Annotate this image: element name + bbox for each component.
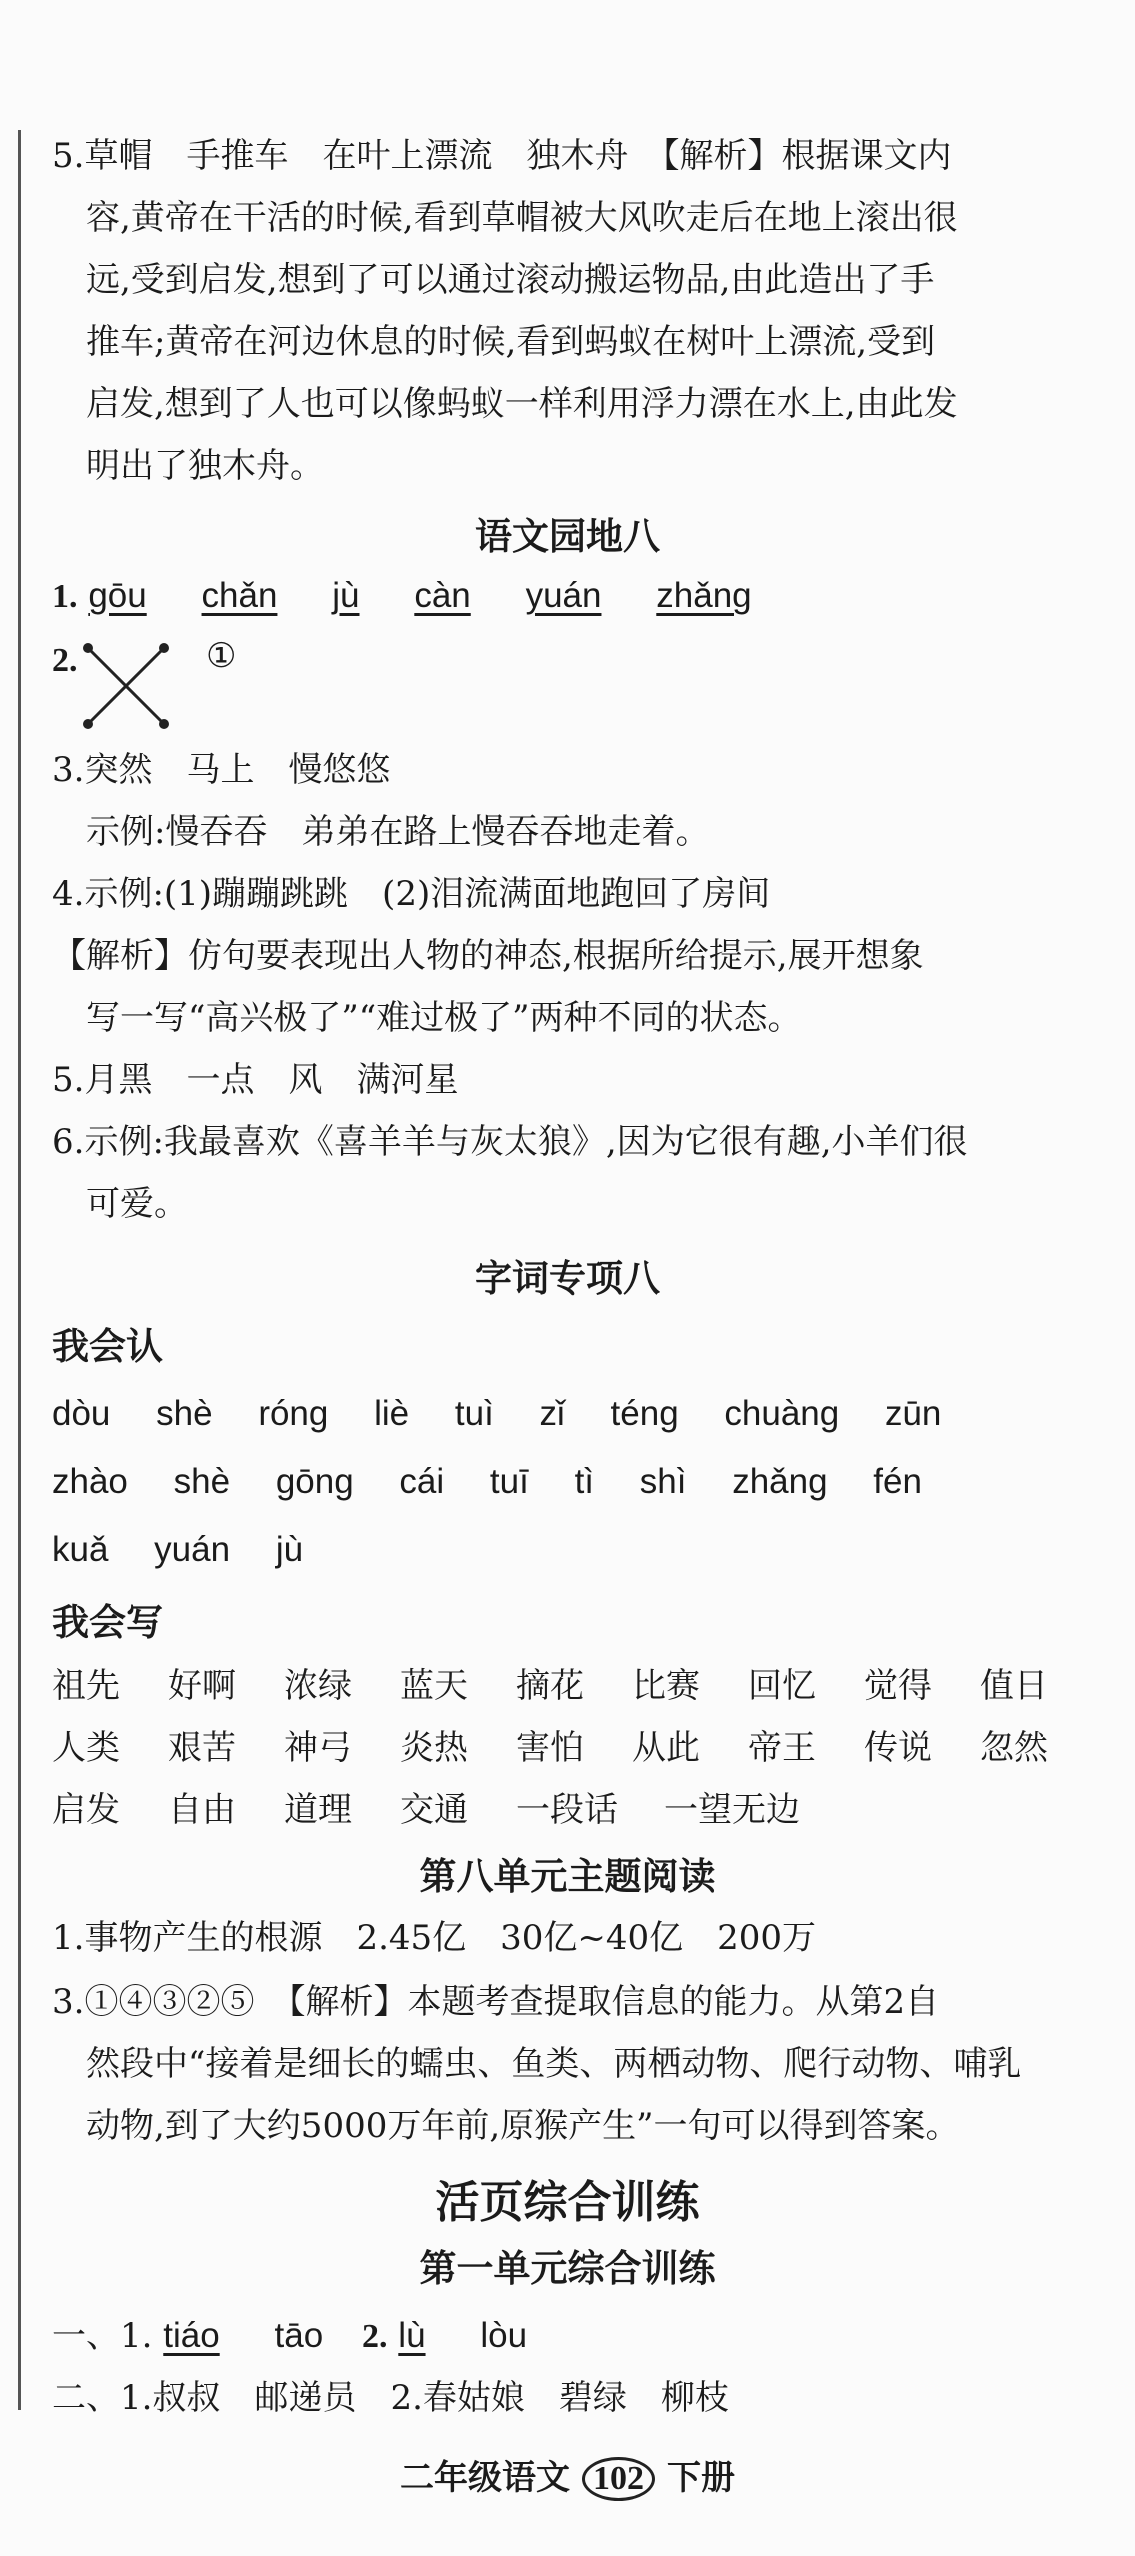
section-title: 字词专项八 — [475, 1257, 660, 1300]
question-number: 1. — [52, 578, 78, 615]
pinyin: yuán — [525, 576, 602, 615]
question-number: 一、1. — [52, 2316, 153, 2356]
text-line: 3.①④③②⑤ 【解析】本题考查提取信息的能力。从第2自 — [52, 1982, 940, 2022]
word: 祖先 — [52, 1666, 120, 1706]
pinyin: jù — [332, 576, 360, 615]
pinyin: zhǎng — [656, 576, 752, 615]
pinyin: chuàng — [724, 1394, 840, 1433]
part-title: 活页综合训练 — [435, 2177, 700, 2228]
word: 交通 — [400, 1790, 468, 1830]
text-line: 5.草帽 手推车 在叶上漂流 独木舟 【解析】根据课文内 — [52, 136, 952, 176]
footer-book-title: 二年级语文 — [400, 2458, 570, 2498]
word: 蓝天 — [400, 1666, 468, 1706]
pinyin: róng — [258, 1394, 329, 1433]
text-line: 启发,想到了人也可以像蚂蚁一样利用浮力漂在水上,由此发 — [86, 384, 958, 424]
pinyin: dòu — [52, 1394, 111, 1433]
pinyin: tuì — [454, 1394, 494, 1433]
word: 害怕 — [516, 1728, 584, 1768]
page-number: 102 — [582, 2457, 655, 2501]
text-line: 3.突然 马上 慢悠悠 — [52, 750, 391, 790]
pinyin: tāo — [274, 2316, 324, 2355]
pinyin: lù — [398, 2316, 426, 2355]
pinyin-row — [52, 1452, 958, 1512]
pinyin: shè — [173, 1462, 231, 1501]
word: 摘花 — [516, 1666, 584, 1706]
word: 启发 — [52, 1790, 120, 1830]
section-title: 语文园地八 — [475, 515, 660, 558]
cross-lines-diagram — [80, 640, 172, 732]
text-line: 远,受到启发,想到了可以通过滚动搬运物品,由此造出了手 — [86, 260, 935, 300]
text-line: 写一写“高兴极了”“难过极了”两种不同的状态。 — [86, 998, 802, 1038]
pinyin: tiáo — [163, 2316, 220, 2355]
text-line: 推车;黄帝在河边休息的时候,看到蚂蚁在树叶上漂流,受到 — [86, 322, 936, 362]
text-line: 二、1.叔叔 邮递员 2.春姑娘 碧绿 柳枝 — [52, 2378, 729, 2418]
section-title: 第八单元主题阅读 — [419, 1855, 716, 1898]
pinyin: jù — [275, 1530, 304, 1569]
question-number: 2. — [52, 642, 78, 679]
word: 忽然 — [980, 1728, 1048, 1768]
word: 一段话 — [516, 1790, 618, 1830]
word: 一望无边 — [664, 1790, 800, 1830]
pinyin-answer-row — [52, 566, 752, 627]
pinyin: téng — [610, 1394, 679, 1433]
word-row — [52, 1780, 864, 1840]
word: 浓绿 — [284, 1666, 352, 1706]
word: 值日 — [980, 1666, 1048, 1706]
pinyin: fén — [873, 1462, 922, 1501]
text-line: 4.示例:(1)蹦蹦跳跳 (2)泪流满面地跑回了房间 — [52, 874, 771, 914]
subsection-label: 我会写 — [52, 1601, 163, 1644]
pinyin: tì — [574, 1462, 595, 1501]
word: 自由 — [168, 1790, 236, 1830]
word: 觉得 — [864, 1666, 932, 1706]
question-number: 2. — [361, 2318, 388, 2355]
pinyin: gōu — [88, 576, 147, 615]
pinyin: liè — [374, 1394, 410, 1433]
answer-row — [52, 2306, 527, 2367]
pinyin: shì — [639, 1462, 687, 1501]
text-line: 动物,到了大约5000万年前,原猴产生”一句可以得到答案。 — [86, 2106, 960, 2146]
word: 神弓 — [284, 1728, 352, 1768]
word: 人类 — [52, 1728, 120, 1768]
word: 道理 — [284, 1790, 352, 1830]
word-row — [52, 1656, 1096, 1716]
page-footer — [0, 2450, 1135, 2501]
pinyin: yuán — [154, 1530, 231, 1569]
word: 炎热 — [400, 1728, 468, 1768]
pinyin: zǐ — [539, 1394, 565, 1433]
pinyin-row — [52, 1520, 339, 1580]
text-line: 示例:慢吞吞 弟弟在路上慢吞吞地走着。 — [86, 812, 710, 852]
word: 从此 — [632, 1728, 700, 1768]
circled-mark: ① — [206, 636, 237, 676]
text-line: 明出了独木舟。 — [86, 446, 324, 486]
subsection-label: 我会认 — [52, 1325, 163, 1368]
text-line: 5.月黑 一点 风 满河星 — [52, 1060, 459, 1100]
pinyin: zhǎng — [732, 1462, 828, 1501]
pinyin: lòu — [480, 2316, 528, 2355]
pinyin: chǎn — [201, 576, 278, 615]
pinyin: shè — [156, 1394, 213, 1433]
word: 好啊 — [168, 1666, 236, 1706]
word: 传说 — [864, 1728, 932, 1768]
word-row — [52, 1718, 1096, 1778]
text-line: 【解析】仿句要表现出人物的神态,根据所给提示,展开想象 — [52, 936, 924, 976]
text-line: 然段中“接着是细长的蠕虫、鱼类、两栖动物、爬行动物、哺乳 — [86, 2044, 1022, 2084]
pinyin: kuǎ — [52, 1530, 109, 1569]
word: 回忆 — [748, 1666, 816, 1706]
text-line: 1.事物产生的根源 2.45亿 30亿~40亿 200万 — [52, 1918, 817, 1958]
pinyin-row — [52, 1384, 977, 1444]
pinyin: tuī — [489, 1462, 529, 1501]
question-2 — [52, 630, 78, 691]
pinyin: càn — [414, 576, 471, 615]
word: 帝王 — [748, 1728, 816, 1768]
word: 比赛 — [632, 1666, 700, 1706]
pinyin: zūn — [884, 1394, 942, 1433]
pinyin: zhào — [52, 1462, 128, 1501]
pinyin: gōng — [275, 1462, 354, 1501]
section-title: 第一单元综合训练 — [419, 2247, 716, 2290]
text-line: 容,黄帝在干活的时候,看到草帽被大风吹走后在地上滚出很 — [86, 198, 958, 238]
text-line: 6.示例:我最喜欢《喜羊羊与灰太狼》,因为它很有趣,小羊们很 — [52, 1122, 968, 1162]
pinyin: cái — [399, 1462, 445, 1501]
footer-volume: 下册 — [667, 2458, 735, 2498]
word: 艰苦 — [168, 1728, 236, 1768]
text-line: 可爱。 — [86, 1184, 188, 1224]
